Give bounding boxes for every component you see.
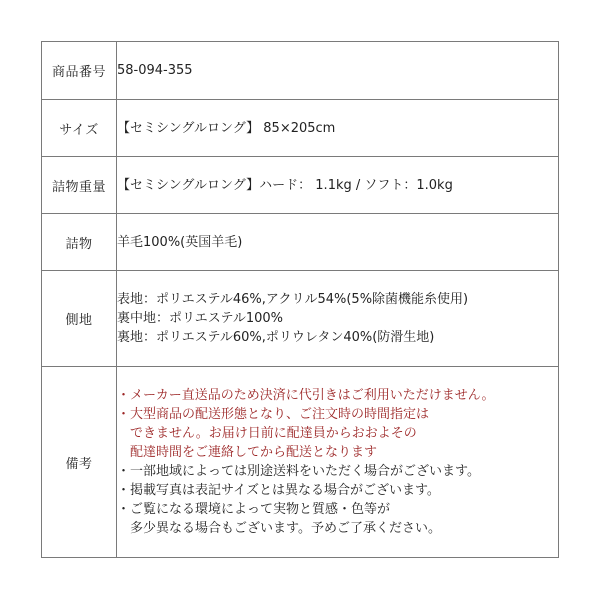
row-label: 商品番号 <box>42 42 117 100</box>
remarks-notes <box>117 367 559 558</box>
filling-value: 羊毛100%(英国羊毛) <box>117 234 243 250</box>
spec-row-product-number <box>42 42 559 100</box>
note-line: ・ご覧になる環境によって実物と質感・色等が <box>117 502 391 517</box>
product-spec-table <box>41 41 559 558</box>
row-label: 側地 <box>42 271 117 367</box>
filling-weight-value: 【セミシングルロング】ハード： 1.1kg / ソフト：1.0kg <box>117 177 453 193</box>
middle-fabric-line: 裏中地：ポリエステル100% <box>117 311 283 326</box>
note-line: 多少異なる場合もございます。予めご了承ください。 <box>117 521 441 536</box>
row-value <box>117 42 559 100</box>
row-value <box>117 157 559 214</box>
product-number-value: 58-094-355 <box>117 63 193 78</box>
row-label: 詰物重量 <box>42 157 117 214</box>
note-line: ・メーカー直送品のため決済に代引きはご利用いただけません。 <box>117 388 495 403</box>
spec-row-size <box>42 100 559 157</box>
back-fabric-line: 裏地：ポリエステル60%,ポリウレタン40%(防滑生地) <box>117 330 435 345</box>
row-value <box>117 214 559 271</box>
row-value <box>117 271 559 367</box>
size-value: 【セミシングルロング】 85×205cm <box>117 120 336 136</box>
outer-fabric-line: 表地：ポリエステル46%,アクリル54%(5%除菌機能糸使用) <box>117 292 469 307</box>
note-line: ・掲載写真は表記サイズとは異なる場合がございます。 <box>117 483 440 498</box>
note-line: ・一部地域によっては別途送料をいただく場合がございます。 <box>117 464 480 479</box>
spec-row-filling-weight <box>42 157 559 214</box>
row-label: サイズ <box>42 100 117 157</box>
spec-row-filling <box>42 214 559 271</box>
note-line: ・大型商品の配送形態となり、ご注文時の時間指定は <box>117 407 430 422</box>
spec-row-cover-fabric <box>42 271 559 367</box>
row-label: 詰物 <box>42 214 117 271</box>
note-line: できません。お届け日前に配達員からおおよその <box>117 426 417 441</box>
row-value <box>117 100 559 157</box>
row-label: 備考 <box>42 367 117 558</box>
note-line: 配達時間をご連絡してから配送となります <box>117 445 378 460</box>
spec-row-remarks <box>42 367 559 558</box>
